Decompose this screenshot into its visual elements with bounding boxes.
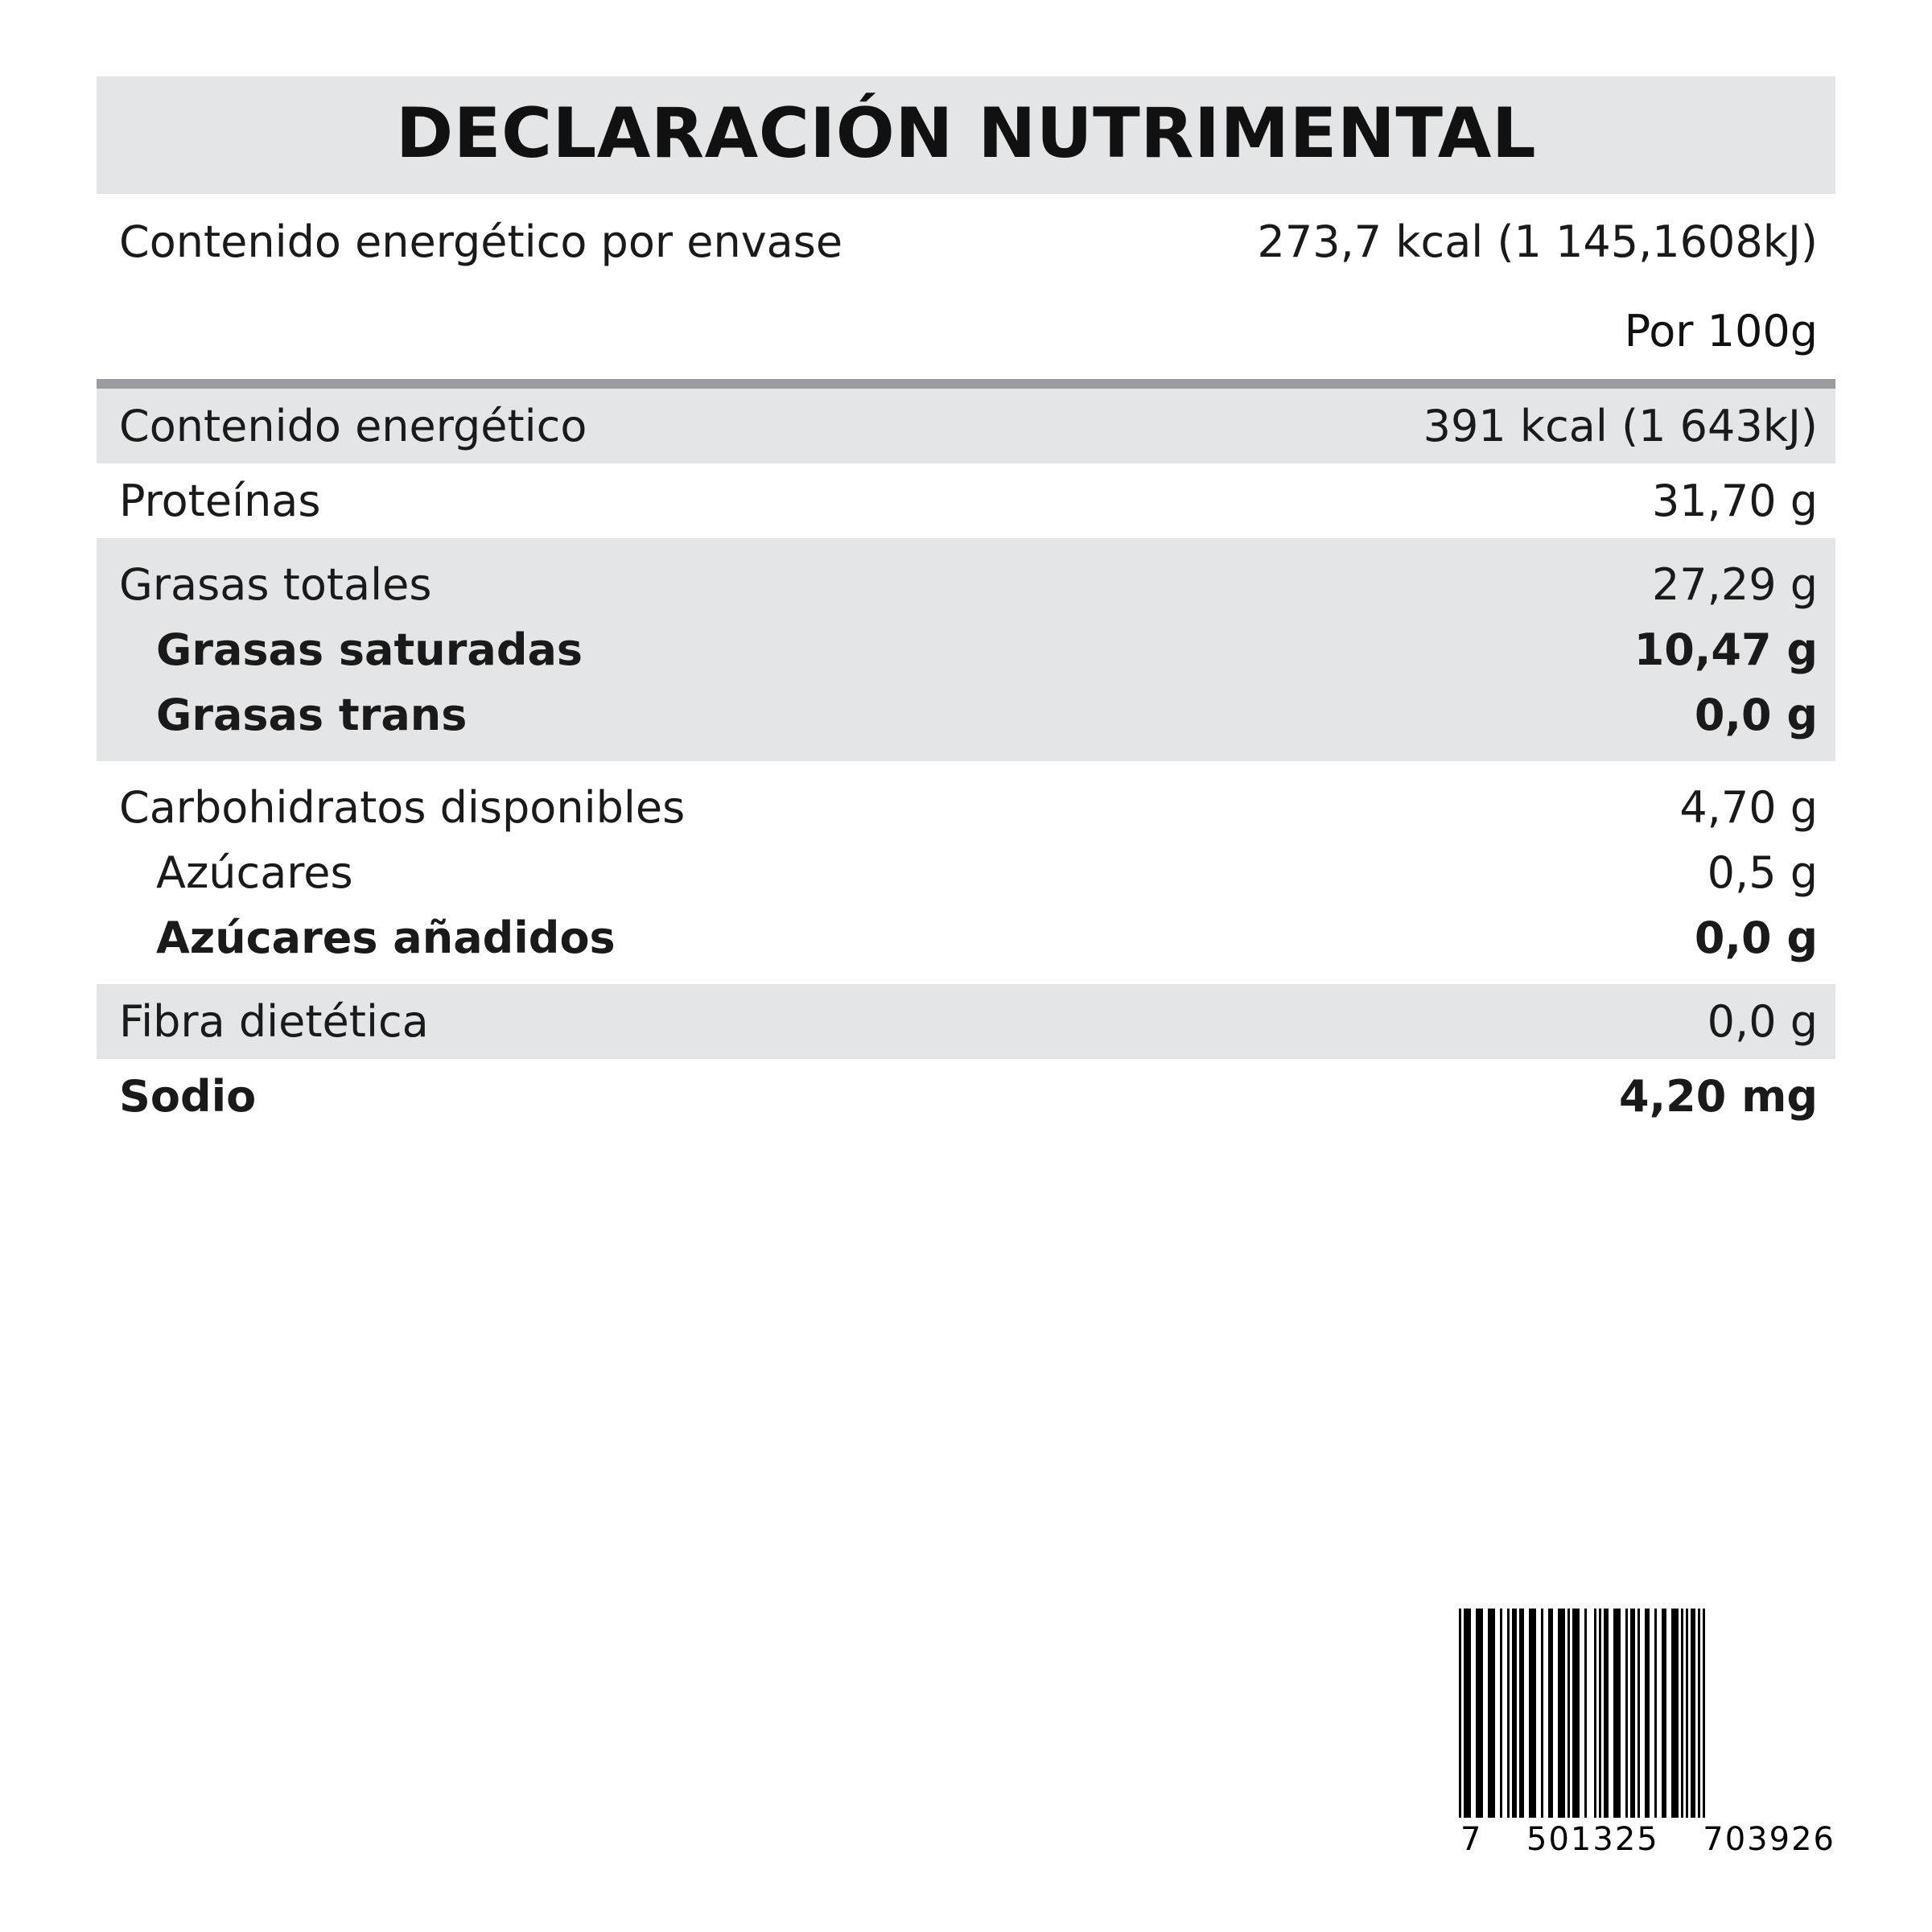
table-row	[97, 682, 1835, 756]
row-value: 273,7 kcal (1 145,1608kJ)	[1257, 216, 1818, 268]
row-value: 0,0 g	[1694, 690, 1818, 741]
table-row	[97, 468, 1835, 533]
barcode-lead-digit: 7	[1460, 1821, 1483, 1858]
header-divider	[97, 379, 1835, 389]
barcode	[1459, 1609, 1837, 1858]
table-row	[97, 905, 1835, 979]
row-label: Carbohidratos disponibles	[119, 782, 686, 834]
row-value: 10,47 g	[1633, 624, 1818, 676]
group-energy	[97, 389, 1835, 463]
row-label: Contenido energético por envase	[119, 216, 843, 268]
row-label: Fibra dietética	[119, 996, 429, 1048]
table-row	[97, 393, 1835, 459]
basis-label: Por 100g	[1624, 306, 1818, 357]
row-value: 0,0 g	[1707, 996, 1818, 1048]
row-label: Azúcares	[156, 847, 353, 899]
nutrient-table	[97, 389, 1835, 1134]
row-label: Sodio	[119, 1071, 257, 1123]
row-value: 4,20 mg	[1619, 1071, 1818, 1123]
row-label: Grasas trans	[156, 690, 468, 741]
group-fiber	[97, 984, 1835, 1059]
row-value: 31,70 g	[1651, 476, 1818, 527]
row-value: 0,5 g	[1707, 847, 1818, 899]
barcode-digits	[1459, 1821, 1837, 1858]
row-label: Azúcares añadidos	[156, 912, 616, 964]
row-value: 4,70 g	[1679, 782, 1818, 834]
table-row	[97, 543, 1835, 617]
row-basis	[97, 282, 1835, 371]
group-protein	[97, 463, 1835, 538]
header-block	[97, 194, 1835, 371]
table-row	[97, 989, 1835, 1054]
row-value: 0,0 g	[1694, 912, 1818, 964]
table-row	[97, 1064, 1835, 1129]
table-row	[97, 617, 1835, 682]
row-label: Grasas totales	[119, 559, 432, 611]
page-title: DECLARACIÓN NUTRIMENTAL	[395, 93, 1537, 174]
barcode-left-group: 501325	[1526, 1821, 1659, 1858]
row-label: Contenido energético	[119, 401, 587, 452]
barcode-right-group: 703926	[1703, 1821, 1835, 1858]
table-row	[97, 766, 1835, 840]
row-label: Grasas saturadas	[156, 624, 583, 676]
table-row	[97, 840, 1835, 905]
barcode-bars	[1459, 1609, 1837, 1818]
row-value: 391 kcal (1 643kJ)	[1423, 401, 1818, 452]
group-carbohydrates	[97, 761, 1835, 984]
row-energy-per-package	[97, 202, 1835, 282]
row-label: Proteínas	[119, 476, 321, 527]
group-fats	[97, 538, 1835, 761]
group-sodium	[97, 1059, 1835, 1134]
row-value: 27,29 g	[1651, 559, 1818, 611]
label-title-band	[97, 76, 1835, 194]
